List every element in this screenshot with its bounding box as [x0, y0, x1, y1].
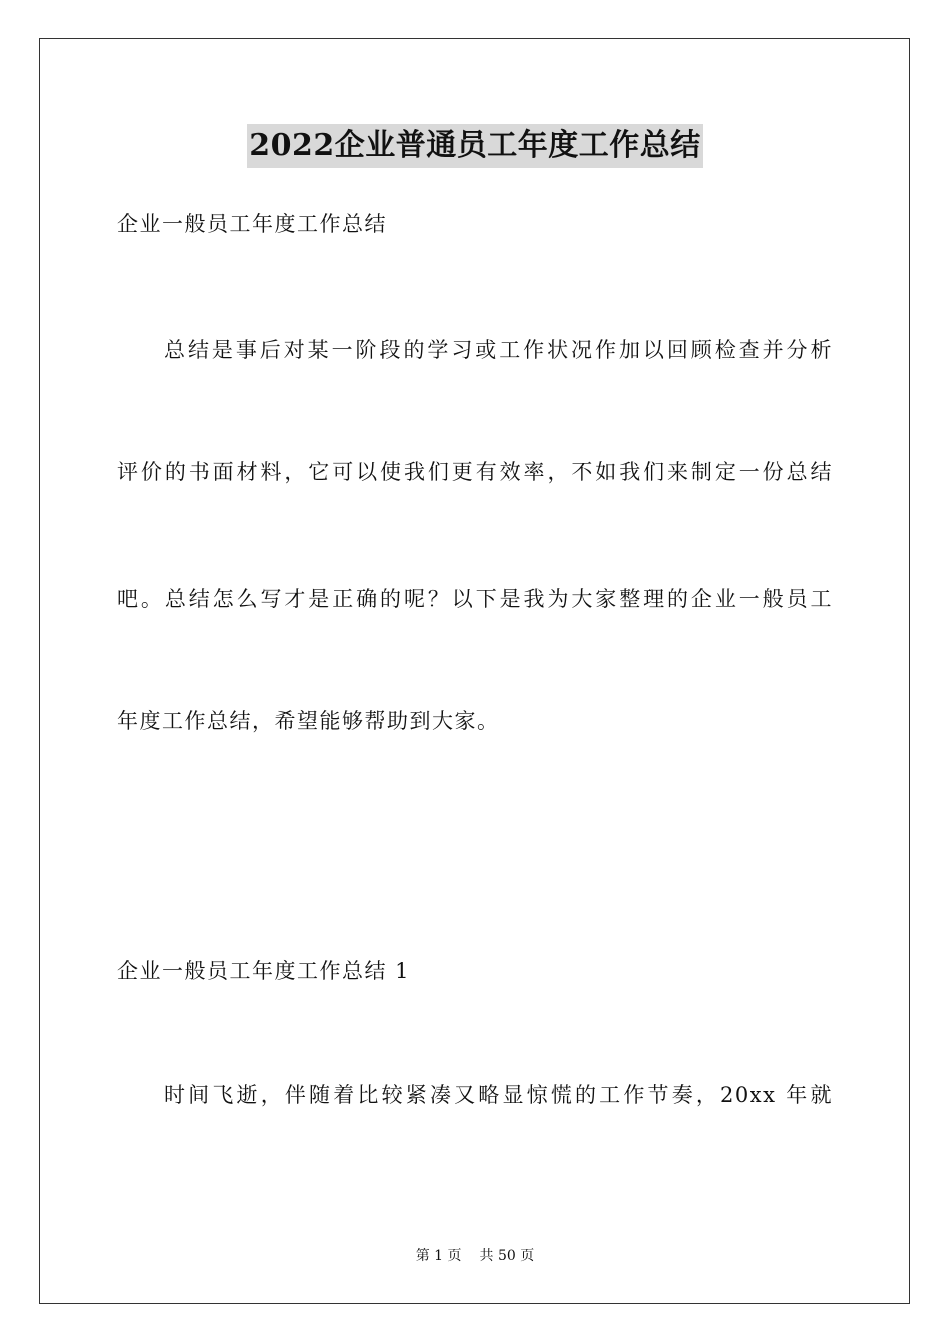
paragraph-line: 时间飞逝，伴随着比较紧凑又略显惊慌的工作节奏，20xx 年就: [164, 1083, 833, 1107]
paragraph-line: 总结是事后对某一阶段的学习或工作状况作加以回顾检查并分析: [164, 338, 833, 362]
title-container: [0, 124, 950, 168]
section-heading: 企业一般员工年度工作总结 1: [117, 959, 411, 983]
page-number: 第 1 页: [415, 1248, 462, 1264]
paragraph-line: 评价的书面材料，它可以使我们更有效率，不如我们来制定一份总结: [117, 460, 833, 484]
paragraph-line: 吧。总结怎么写才是正确的呢？以下是我为大家整理的企业一般员工: [117, 587, 833, 611]
page-footer: [0, 1246, 950, 1266]
document-title: 2022企业普通员工年度工作总结: [247, 124, 703, 168]
page-total: 共 50 页: [479, 1248, 535, 1264]
section-heading: 企业一般员工年度工作总结: [117, 212, 387, 236]
paragraph-line: 年度工作总结，希望能够帮助到大家。: [117, 709, 500, 733]
